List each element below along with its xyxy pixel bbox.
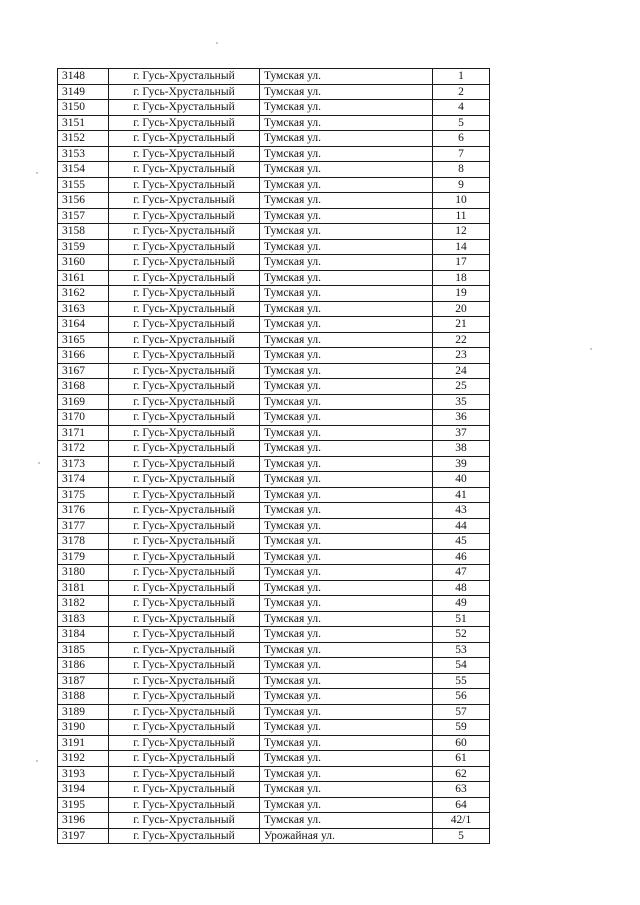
row-number-cell: 3163 [58,301,109,317]
table-row [58,627,490,643]
city-cell: г. Гусь-Хрустальный [109,689,260,705]
house-number-cell: 8 [433,162,490,178]
street-cell: Тумская ул. [260,394,433,410]
city-cell: г. Гусь-Хрустальный [109,332,260,348]
table-row [58,286,490,302]
street-cell: Тумская ул. [260,766,433,782]
street-cell: Тумская ул. [260,813,433,829]
city-cell: г. Гусь-Хрустальный [109,363,260,379]
table-row [58,177,490,193]
city-cell: г. Гусь-Хрустальный [109,441,260,457]
row-number-cell: 3183 [58,611,109,627]
house-number-cell: 63 [433,782,490,798]
street-cell: Тумская ул. [260,720,433,736]
city-cell: г. Гусь-Хрустальный [109,611,260,627]
house-number-cell: 37 [433,425,490,441]
street-cell: Тумская ул. [260,301,433,317]
row-number-cell: 3194 [58,782,109,798]
row-number-cell: 3185 [58,642,109,658]
row-number-cell: 3171 [58,425,109,441]
street-cell: Тумская ул. [260,549,433,565]
row-number-cell: 3190 [58,720,109,736]
city-cell: г. Гусь-Хрустальный [109,813,260,829]
street-cell: Тумская ул. [260,379,433,395]
table-row [58,549,490,565]
street-cell: Тумская ул. [260,177,433,193]
row-number-cell: 3160 [58,255,109,271]
row-number-cell: 3157 [58,208,109,224]
city-cell: г. Гусь-Хрустальный [109,472,260,488]
table-row [58,193,490,209]
table-row [58,332,490,348]
street-cell: Тумская ул. [260,162,433,178]
house-number-cell: 38 [433,441,490,457]
table-row [58,363,490,379]
house-number-cell: 42/1 [433,813,490,829]
table-row [58,751,490,767]
street-cell: Тумская ул. [260,146,433,162]
house-number-cell: 64 [433,797,490,813]
house-number-cell: 2 [433,84,490,100]
table-row [58,379,490,395]
street-cell: Тумская ул. [260,611,433,627]
house-number-cell: 40 [433,472,490,488]
row-number-cell: 3186 [58,658,109,674]
house-number-cell: 4 [433,100,490,116]
house-number-cell: 6 [433,131,490,147]
table-row [58,782,490,798]
street-cell: Тумская ул. [260,472,433,488]
street-cell: Тумская ул. [260,627,433,643]
row-number-cell: 3165 [58,332,109,348]
registry-table-body [58,69,490,844]
city-cell: г. Гусь-Хрустальный [109,565,260,581]
house-number-cell: 35 [433,394,490,410]
house-number-cell: 54 [433,658,490,674]
table-row [58,270,490,286]
table-row [58,704,490,720]
row-number-cell: 3168 [58,379,109,395]
house-number-cell: 44 [433,518,490,534]
house-number-cell: 5 [433,115,490,131]
table-row [58,301,490,317]
row-number-cell: 3180 [58,565,109,581]
street-cell: Тумская ул. [260,100,433,116]
row-number-cell: 3154 [58,162,109,178]
table-row [58,797,490,813]
scan-speck [590,348,592,350]
table-row [58,735,490,751]
table-row [58,487,490,503]
table-row [58,596,490,612]
house-number-cell: 25 [433,379,490,395]
row-number-cell: 3178 [58,534,109,550]
street-cell: Тумская ул. [260,317,433,333]
street-cell: Тумская ул. [260,363,433,379]
street-cell: Тумская ул. [260,658,433,674]
city-cell: г. Гусь-Хрустальный [109,658,260,674]
street-cell: Тумская ул. [260,503,433,519]
house-number-cell: 20 [433,301,490,317]
table-row [58,503,490,519]
table-row [58,580,490,596]
row-number-cell: 3156 [58,193,109,209]
city-cell: г. Гусь-Хрустальный [109,751,260,767]
city-cell: г. Гусь-Хрустальный [109,115,260,131]
table-row [58,239,490,255]
row-number-cell: 3164 [58,317,109,333]
house-number-cell: 51 [433,611,490,627]
table-row [58,317,490,333]
house-number-cell: 1 [433,69,490,85]
row-number-cell: 3191 [58,735,109,751]
table-row [58,642,490,658]
table-row [58,813,490,829]
row-number-cell: 3159 [58,239,109,255]
row-number-cell: 3175 [58,487,109,503]
city-cell: г. Гусь-Хрустальный [109,704,260,720]
house-number-cell: 60 [433,735,490,751]
city-cell: г. Гусь-Хрустальный [109,642,260,658]
city-cell: г. Гусь-Хрустальный [109,735,260,751]
table-row [58,394,490,410]
table-row [58,69,490,85]
scan-speck [216,42,218,44]
house-number-cell: 12 [433,224,490,240]
table-row [58,84,490,100]
house-number-cell: 14 [433,239,490,255]
street-cell: Тумская ул. [260,286,433,302]
street-cell: Тумская ул. [260,410,433,426]
city-cell: г. Гусь-Хрустальный [109,100,260,116]
row-number-cell: 3153 [58,146,109,162]
street-cell: Тумская ул. [260,642,433,658]
house-number-cell: 41 [433,487,490,503]
city-cell: г. Гусь-Хрустальный [109,673,260,689]
row-number-cell: 3181 [58,580,109,596]
city-cell: г. Гусь-Хрустальный [109,549,260,565]
table-row [58,410,490,426]
row-number-cell: 3176 [58,503,109,519]
city-cell: г. Гусь-Хрустальный [109,239,260,255]
house-number-cell: 53 [433,642,490,658]
city-cell: г. Гусь-Хрустальный [109,503,260,519]
row-number-cell: 3151 [58,115,109,131]
city-cell: г. Гусь-Хрустальный [109,317,260,333]
row-number-cell: 3173 [58,456,109,472]
city-cell: г. Гусь-Хрустальный [109,84,260,100]
street-cell: Тумская ул. [260,425,433,441]
city-cell: г. Гусь-Хрустальный [109,797,260,813]
city-cell: г. Гусь-Хрустальный [109,410,260,426]
row-number-cell: 3174 [58,472,109,488]
table-row [58,611,490,627]
row-number-cell: 3187 [58,673,109,689]
table-row [58,348,490,364]
city-cell: г. Гусь-Хрустальный [109,224,260,240]
table-row [58,441,490,457]
street-cell: Тумская ул. [260,131,433,147]
row-number-cell: 3184 [58,627,109,643]
table-row [58,208,490,224]
row-number-cell: 3162 [58,286,109,302]
city-cell: г. Гусь-Хрустальный [109,580,260,596]
row-number-cell: 3182 [58,596,109,612]
house-number-cell: 36 [433,410,490,426]
street-cell: Тумская ул. [260,487,433,503]
street-cell: Тумская ул. [260,69,433,85]
city-cell: г. Гусь-Хрустальный [109,131,260,147]
row-number-cell: 3179 [58,549,109,565]
city-cell: г. Гусь-Хрустальный [109,782,260,798]
street-cell: Тумская ул. [260,782,433,798]
house-number-cell: 49 [433,596,490,612]
row-number-cell: 3192 [58,751,109,767]
street-cell: Тумская ул. [260,84,433,100]
street-cell: Тумская ул. [260,797,433,813]
street-cell: Тумская ул. [260,255,433,271]
house-number-cell: 46 [433,549,490,565]
street-cell: Тумская ул. [260,239,433,255]
city-cell: г. Гусь-Хрустальный [109,534,260,550]
scan-speck [36,172,38,174]
row-number-cell: 3167 [58,363,109,379]
house-number-cell: 18 [433,270,490,286]
row-number-cell: 3188 [58,689,109,705]
city-cell: г. Гусь-Хрустальный [109,255,260,271]
house-number-cell: 55 [433,673,490,689]
row-number-cell: 3148 [58,69,109,85]
street-cell: Тумская ул. [260,534,433,550]
row-number-cell: 3170 [58,410,109,426]
city-cell: г. Гусь-Хрустальный [109,720,260,736]
city-cell: г. Гусь-Хрустальный [109,766,260,782]
street-cell: Тумская ул. [260,332,433,348]
row-number-cell: 3169 [58,394,109,410]
table-row [58,534,490,550]
city-cell: г. Гусь-Хрустальный [109,348,260,364]
table-row [58,658,490,674]
street-cell: Тумская ул. [260,518,433,534]
table-row [58,146,490,162]
table-row [58,100,490,116]
table-row [58,828,490,844]
table-row [58,115,490,131]
city-cell: г. Гусь-Хрустальный [109,487,260,503]
table-row [58,224,490,240]
table-row [58,720,490,736]
house-number-cell: 61 [433,751,490,767]
house-number-cell: 47 [433,565,490,581]
city-cell: г. Гусь-Хрустальный [109,162,260,178]
city-cell: г. Гусь-Хрустальный [109,394,260,410]
street-cell: Тумская ул. [260,348,433,364]
table-row [58,518,490,534]
city-cell: г. Гусь-Хрустальный [109,146,260,162]
table-row [58,255,490,271]
row-number-cell: 3158 [58,224,109,240]
row-number-cell: 3189 [58,704,109,720]
house-number-cell: 59 [433,720,490,736]
street-cell: Тумская ул. [260,456,433,472]
city-cell: г. Гусь-Хрустальный [109,286,260,302]
row-number-cell: 3155 [58,177,109,193]
street-cell: Тумская ул. [260,193,433,209]
city-cell: г. Гусь-Хрустальный [109,627,260,643]
table-row [58,673,490,689]
row-number-cell: 3166 [58,348,109,364]
city-cell: г. Гусь-Хрустальный [109,301,260,317]
house-number-cell: 56 [433,689,490,705]
house-number-cell: 24 [433,363,490,379]
house-number-cell: 7 [433,146,490,162]
house-number-cell: 62 [433,766,490,782]
table-row [58,565,490,581]
house-number-cell: 22 [433,332,490,348]
city-cell: г. Гусь-Хрустальный [109,828,260,844]
street-cell: Тумская ул. [260,441,433,457]
scan-speck [36,760,38,762]
row-number-cell: 3172 [58,441,109,457]
table-row [58,689,490,705]
city-cell: г. Гусь-Хрустальный [109,596,260,612]
house-number-cell: 43 [433,503,490,519]
street-cell: Тумская ул. [260,580,433,596]
house-number-cell: 9 [433,177,490,193]
house-number-cell: 57 [433,704,490,720]
house-number-cell: 11 [433,208,490,224]
street-cell: Тумская ул. [260,270,433,286]
street-cell: Тумская ул. [260,689,433,705]
row-number-cell: 3196 [58,813,109,829]
house-number-cell: 21 [433,317,490,333]
row-number-cell: 3195 [58,797,109,813]
house-number-cell: 19 [433,286,490,302]
city-cell: г. Гусь-Хрустальный [109,177,260,193]
table-row [58,162,490,178]
street-cell: Тумская ул. [260,224,433,240]
row-number-cell: 3161 [58,270,109,286]
street-cell: Тумская ул. [260,704,433,720]
table-row [58,472,490,488]
street-cell: Тумская ул. [260,751,433,767]
house-number-cell: 10 [433,193,490,209]
city-cell: г. Гусь-Хрустальный [109,425,260,441]
house-number-cell: 52 [433,627,490,643]
house-number-cell: 5 [433,828,490,844]
table-row [58,456,490,472]
row-number-cell: 3177 [58,518,109,534]
city-cell: г. Гусь-Хрустальный [109,208,260,224]
row-number-cell: 3152 [58,131,109,147]
row-number-cell: 3149 [58,84,109,100]
street-cell: Тумская ул. [260,735,433,751]
city-cell: г. Гусь-Хрустальный [109,518,260,534]
house-number-cell: 23 [433,348,490,364]
row-number-cell: 3197 [58,828,109,844]
street-cell: Урожайная ул. [260,828,433,844]
street-cell: Тумская ул. [260,673,433,689]
house-number-cell: 17 [433,255,490,271]
house-number-cell: 45 [433,534,490,550]
street-cell: Тумская ул. [260,565,433,581]
city-cell: г. Гусь-Хрустальный [109,456,260,472]
table-row [58,131,490,147]
address-registry-table [57,68,490,844]
city-cell: г. Гусь-Хрустальный [109,193,260,209]
city-cell: г. Гусь-Хрустальный [109,379,260,395]
street-cell: Тумская ул. [260,208,433,224]
city-cell: г. Гусь-Хрустальный [109,69,260,85]
table-row [58,766,490,782]
house-number-cell: 39 [433,456,490,472]
row-number-cell: 3193 [58,766,109,782]
city-cell: г. Гусь-Хрустальный [109,270,260,286]
scan-speck [38,462,40,464]
house-number-cell: 48 [433,580,490,596]
street-cell: Тумская ул. [260,115,433,131]
row-number-cell: 3150 [58,100,109,116]
street-cell: Тумская ул. [260,596,433,612]
table-row [58,425,490,441]
